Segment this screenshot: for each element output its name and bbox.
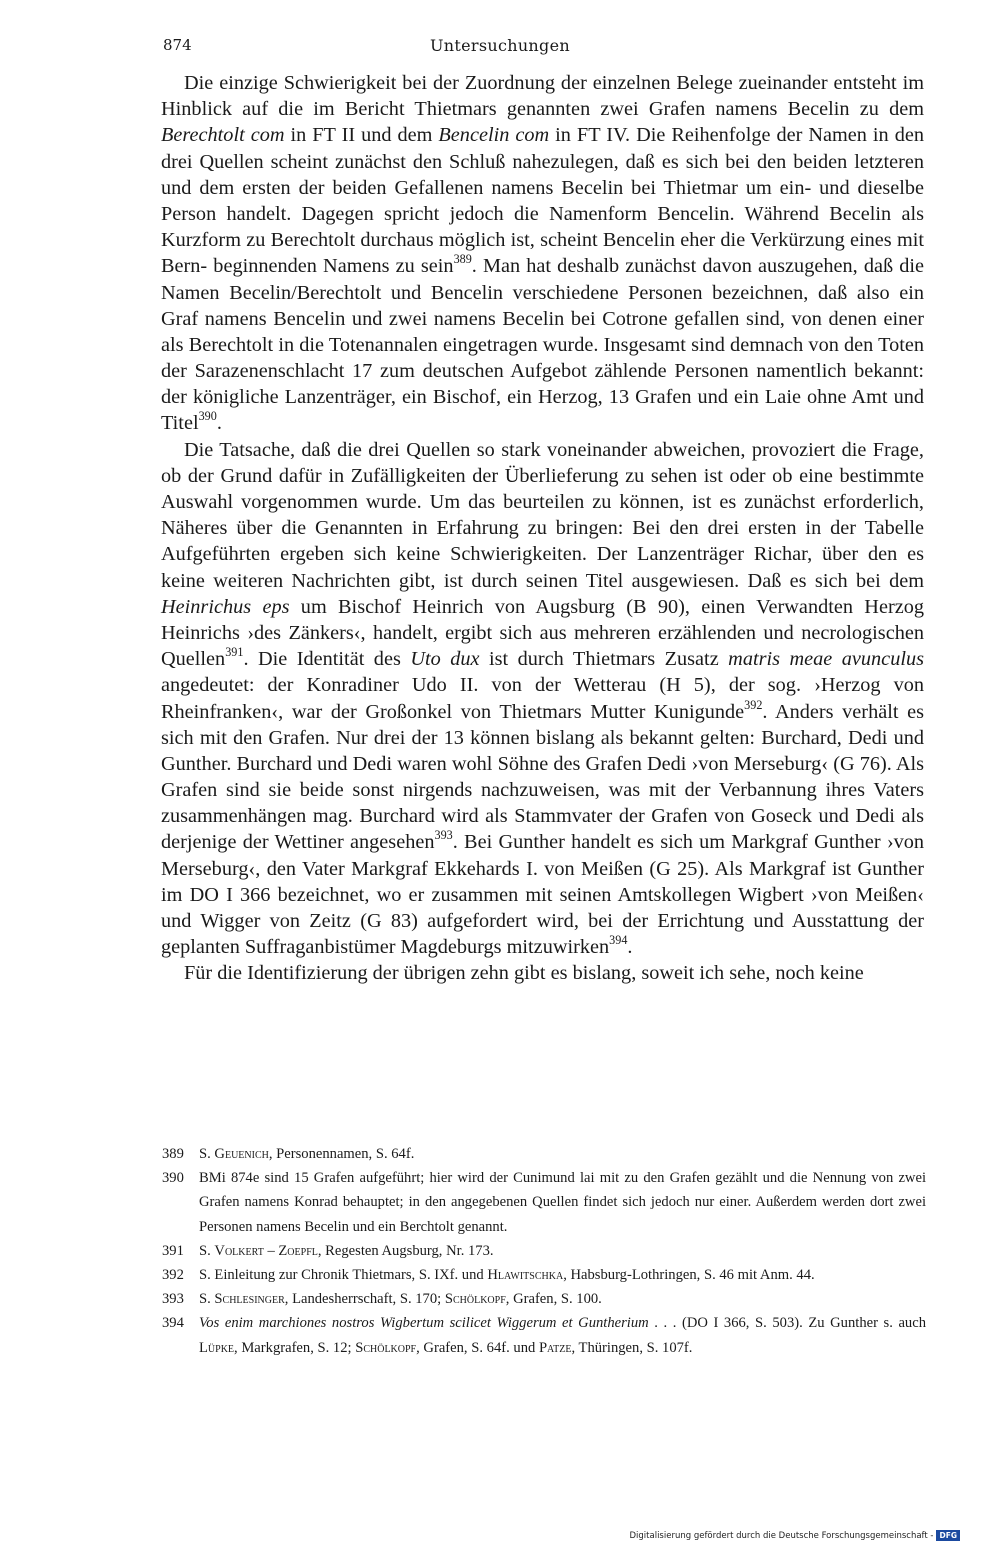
footnote-number: 393 <box>162 1291 184 1308</box>
author-name: Schlesinger <box>214 1291 285 1308</box>
footnote-text <box>199 1166 926 1239</box>
text-run: S. Einleitung zur Chronik Thietmars, S. IXf. und <box>199 1267 488 1284</box>
text-run: Für die Identifizierung der übrigen zehn gibt es bislang, soweit ich sehe, noch keine <box>184 962 864 985</box>
footnote-ref[interactable]: 389 <box>453 252 472 267</box>
author-name: Volkert – Zoepfl <box>214 1242 318 1259</box>
footnote-text <box>199 1239 926 1263</box>
author-name: Geuenich <box>214 1146 269 1162</box>
text-run: S. <box>199 1291 215 1308</box>
footnote-text <box>199 1142 926 1166</box>
footnote <box>162 1142 926 1166</box>
footnote-text <box>199 1311 926 1359</box>
page-number: 874 <box>163 36 192 54</box>
author-name: Lüpke <box>199 1339 235 1356</box>
text-run: , Landesherrschaft, S. 170; <box>284 1291 445 1308</box>
footnote <box>162 1239 926 1263</box>
author-name: Hlawitschka <box>487 1267 564 1284</box>
footnote-text <box>199 1287 926 1311</box>
italic-text: Bencelin com <box>438 124 550 147</box>
italic-text: Heinrichus eps <box>161 595 290 618</box>
footnote-ref[interactable]: 392 <box>744 697 763 712</box>
text-run: Die Tatsache, daß die drei Quellen so stark voneinander abweichen, provoziert die Frage, ob der Grund dafür in Zufälligkeiten der Überlieferung zu sehen ist oder ob eine bestimmte Auswahl vorgenommen wurde. Um das beurteilen zu können, ist es zunächst erforderlich, Näheres über die Genannten in Erfahrung zu bringen: Bei den drei ersten in der Tabelle Aufgeführten ergeben sich keine Schwierigkeiten. Der Lanzenträger Richar, über den es keine weiteren Nachrichten gibt, ist durch seinen Titel ausgewiesen. Daß es sich bei dem <box>161 438 924 592</box>
footnote-number: 392 <box>162 1267 184 1284</box>
dfg-logo: DFG <box>936 1530 960 1541</box>
italic-text: Uto dux <box>410 648 480 671</box>
footnotes <box>162 1142 926 1360</box>
text-run: um Bischof Heinrich von Augsburg (B 90), einen Verwandten Herzog Heinrichs ›des Zänkers‹, handelt, ergibt sich aus mehreren erzählenden und necrologischen Quellen <box>161 595 924 671</box>
author-name: Schölkopf <box>355 1339 417 1356</box>
paragraph <box>161 70 924 437</box>
footnote-number: 391 <box>162 1242 184 1259</box>
text-run: , Thüringen, S. 107f. <box>571 1339 693 1356</box>
text-run: . . . (DO I 366, S. 503). Zu Gunther s. auch <box>648 1315 926 1332</box>
italic-text: Berechtolt com <box>161 124 285 147</box>
italic-text: matris meae avunculus <box>728 648 924 671</box>
footnote-ref[interactable]: 391 <box>225 645 244 660</box>
text-run: , Habsburg-Lothringen, S. 46 mit Anm. 44. <box>563 1267 815 1284</box>
text-run: in FT IV. Die Reihenfolge der Namen in den drei Quellen scheint zunächst den Schluß nahezulegen, daß es sich bei den beiden letzteren und dem ersten der beiden Gefallenen namens Becelin bei Thietmar um ein- und dieselbe Person handelt. Dagegen spricht jedoch die Namenform Bencelin. Während Becelin als Kurzform zu Berechtolt durchaus möglich ist, scheint Bencelin eher die Verkürzung eines mit Bern- beginnenden Namens zu sein <box>161 124 924 278</box>
text-run: , Regesten Augsburg, Nr. 173. <box>317 1242 494 1259</box>
footnote-ref[interactable]: 390 <box>198 409 217 424</box>
digitization-note-text: Digitalisierung gefördert durch die Deutsche Forschungsgemeinschaft - <box>629 1530 934 1541</box>
text-run: S. <box>199 1146 215 1162</box>
text-run: , Personennamen, S. 64f. <box>268 1146 415 1162</box>
text-run: in FT II und dem <box>284 124 439 147</box>
text-run: angedeutet: der Konradiner Udo II. von der Wetterau (H 5), der sog. ›Herzog von Rheinfranken‹, war der Großonkel von Thietmars Mutter Kunigunde <box>161 674 924 723</box>
author-name: Schölkopf <box>444 1291 506 1308</box>
footnote <box>162 1166 926 1239</box>
footnote-number: 390 <box>162 1170 184 1187</box>
text-run: . Die Identität des <box>243 648 411 671</box>
footnote <box>162 1263 926 1287</box>
italic-text: Vos enim marchiones nostros Wigbertum scilicet Wiggerum et Guntherium <box>199 1315 649 1332</box>
text-run: , Grafen, S. 64f. und <box>416 1339 539 1356</box>
footnote <box>162 1287 926 1311</box>
footnote <box>162 1311 926 1359</box>
digitization-note <box>630 1530 961 1541</box>
footnote-number: 394 <box>162 1315 184 1332</box>
text-run: . <box>216 412 222 435</box>
text-run: S. <box>199 1242 215 1259</box>
text-run: ist durch Thietmars Zusatz <box>479 648 729 671</box>
footnote-number: 389 <box>162 1146 184 1162</box>
paragraph <box>161 960 924 986</box>
text-run: , Markgrafen, S. 12; <box>234 1339 356 1356</box>
footnote-ref[interactable]: 393 <box>434 828 453 843</box>
paragraph <box>161 437 924 961</box>
text-run: BMi 874e sind 15 Grafen aufgeführt; hier wird der Cunimund lai mit zu den Grafen gezählt und die Nennung von zwei Grafen namens Konrad behauptet; in den angegebenen Quellen findet sich jedoch nur einer. Außerdem werden dort zwei Personen namens Becelin und ein Berchtolt genannt. <box>199 1170 926 1235</box>
main-text <box>161 70 924 987</box>
text-run: Die einzige Schwierigkeit bei der Zuordnung der einzelnen Belege zueinander entsteht im Hinblick auf die im Bericht Thietmars genannten zwei Grafen namens Becelin zu dem <box>161 72 924 121</box>
text-run: . Bei Gunther handelt es sich um Markgraf Gunther ›von Merseburg‹, den Vater Markgraf Ekkehards I. von Meißen (G 25). Als Markgraf ist Gunther im DO I 366 bezeichnet, wo er zusammen mit seinen Amtskollegen Wigbert ›von Meißen‹ und Wigger von Zeitz (G 83) aufgefordert wird, bei der Errichtung und Ausstattung der geplanten Suffraganbistümer Magdeburgs mitzuwirken <box>161 831 924 959</box>
text-run: , Grafen, S. 100. <box>505 1291 602 1308</box>
text-run: . Anders verhält es sich mit den Grafen. Nur drei der 13 können bislang als bekannt gelten: Burchard, Dedi und Gunther. Burchard und Dedi waren wohl Söhne des Grafen Dedi ›von Merseburg‹ (G 76). Als Grafen sind sie beide sonst nirgends nachzuweisen, was mit der Verbannung ihres Vaters zusammenhängen mag. Burchard wird als Stammvater der Grafen von Goseck und Dedi als derjenige der Wettiner angesehen <box>161 700 924 854</box>
text-run: . <box>627 936 633 959</box>
footnote-text <box>199 1263 926 1287</box>
footnote-ref[interactable]: 394 <box>609 933 628 948</box>
running-head: Untersuchungen <box>430 36 570 55</box>
text-run: . Man hat deshalb zunächst davon auszugehen, daß die Namen Becelin/Berechtolt und Bencelin verschiedene Personen bezeichnen, daß also ein Graf namens Bencelin und zwei namens Becelin bei Cotrone gefallen sind, von denen einer als Berechtolt in die Totenannalen eingetragen wurde. Insgesamt sind demnach von den Toten der Sarazenenschlacht 17 zum deutschen Aufgebot zählende Personen namentlich bekannt: der königliche Lanzenträger, ein Bischof, ein Herzog, 13 Grafen und ein Laie ohne Amt und Titel <box>161 255 924 435</box>
author-name: Patze <box>538 1339 572 1356</box>
